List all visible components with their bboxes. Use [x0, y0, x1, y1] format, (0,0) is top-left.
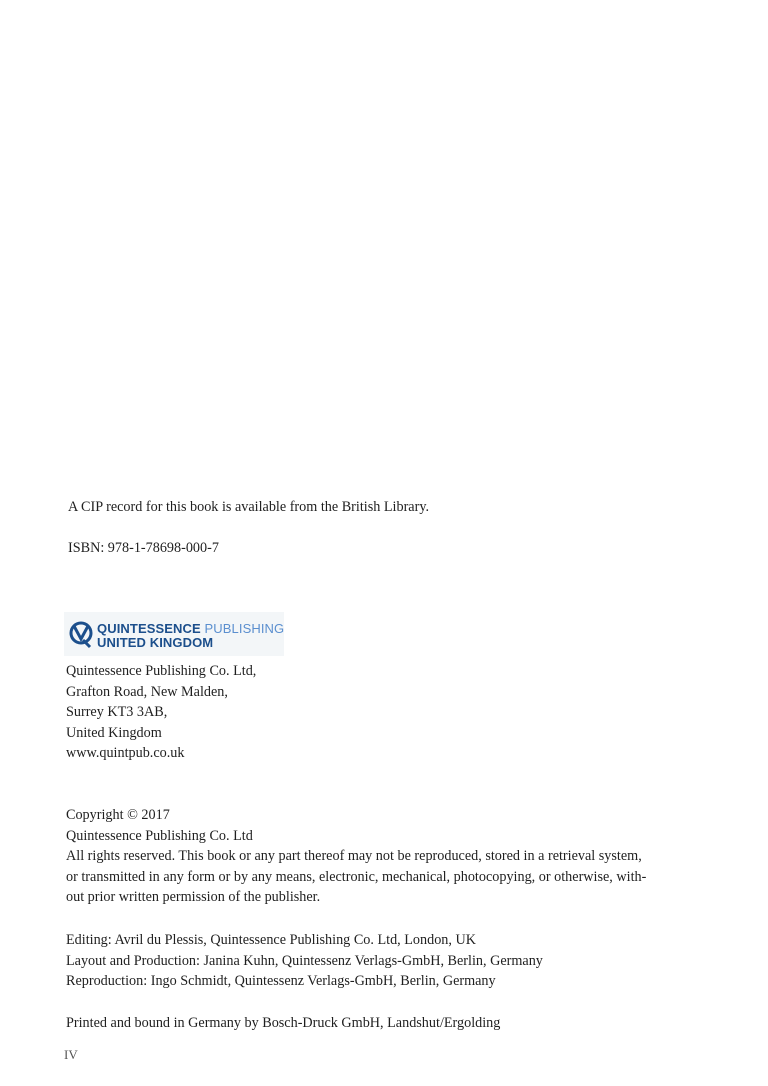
credit-line: Layout and Production: Janina Kuhn, Quintessenz Verlags-GmbH, Berlin, Germany	[66, 952, 543, 969]
copyright-line: Quintessence Publishing Co. Ltd	[66, 827, 253, 844]
rights-text: or transmitted in any form or by any means, electronic, mechanical, photocopying, or otherwise, with-	[66, 868, 647, 885]
logo-brand-name: QUINTESSENCE	[97, 621, 201, 636]
website-link[interactable]: www.quintpub.co.uk	[66, 745, 185, 762]
address-line: United Kingdom	[66, 724, 162, 741]
logo-line-1	[97, 622, 284, 636]
address-line: Grafton Road, New Malden,	[66, 683, 228, 700]
printed-line: Printed and bound in Germany by Bosch-Druck GmbH, Landshut/Ergolding	[66, 1015, 501, 1031]
rights-text: All rights reserved. This book or any part thereof may not be reproduced, stored in a retrieval system,	[66, 848, 642, 865]
copyright-block	[66, 805, 646, 908]
rights-text: out prior written permission of the publisher.	[66, 889, 321, 906]
logo-line-2: UNITED KINGDOM	[97, 635, 214, 650]
address-line: Surrey KT3 3AB,	[66, 704, 168, 721]
page-number: IV	[64, 1047, 78, 1062]
credits-block	[66, 930, 543, 992]
logo-publishing: PUBLISHING	[204, 621, 285, 636]
credit-line: Reproduction: Ingo Schmidt, Quintessenz Verlags-GmbH, Berlin, Germany	[66, 973, 496, 990]
publisher-logo	[64, 612, 284, 656]
address-line: Quintessence Publishing Co. Ltd,	[66, 663, 257, 679]
publisher-address	[66, 661, 256, 764]
cip-record-line: A CIP record for this book is available from the British Library.	[68, 499, 430, 515]
credit-line: Editing: Avril du Plessis, Quintessence Publishing Co. Ltd, London, UK	[66, 932, 476, 948]
copyright-line: Copyright © 2017	[66, 807, 170, 823]
quintessence-logo-icon	[68, 619, 94, 649]
isbn-line: ISBN: 978-1-78698-000-7	[68, 540, 219, 556]
